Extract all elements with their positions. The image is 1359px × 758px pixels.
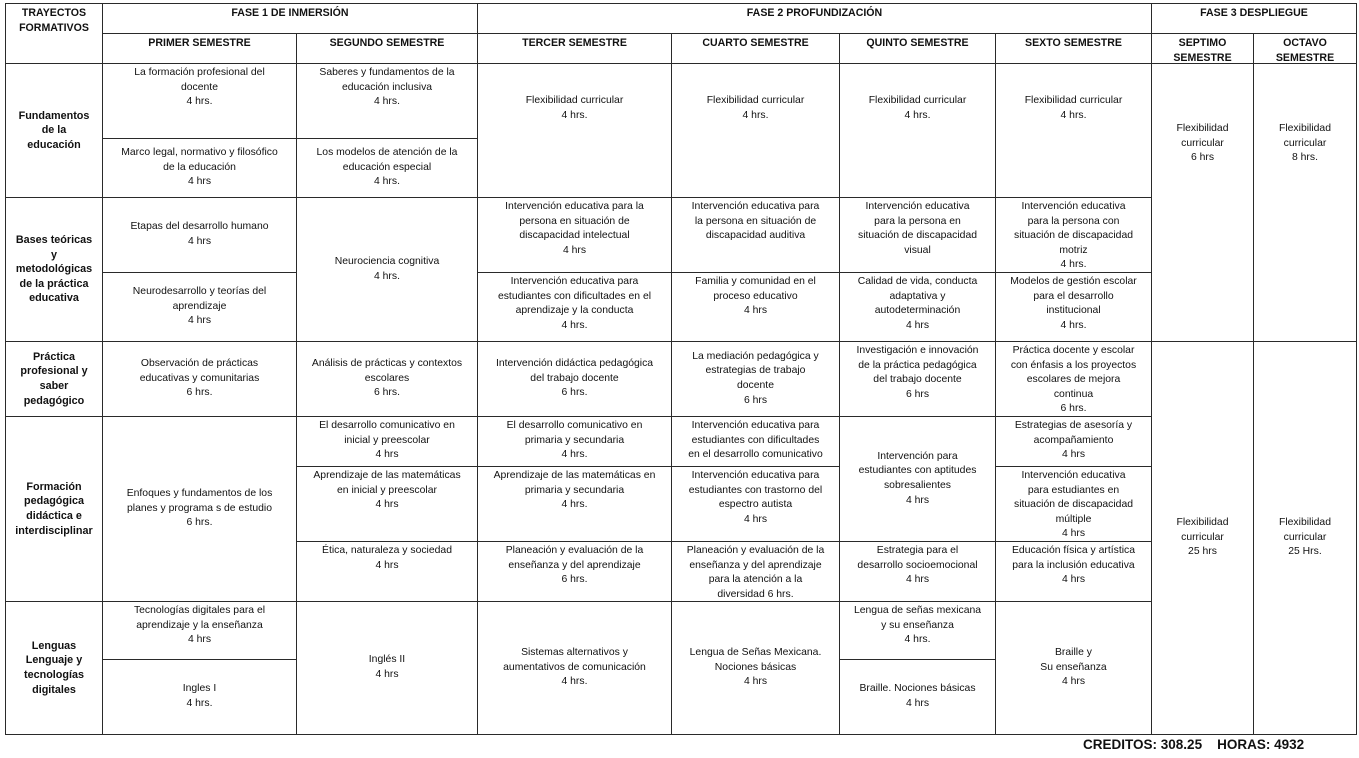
cell-text: FASE 2 PROFUNDIZACIÓN: [746, 7, 883, 19]
course-cell: [102, 272, 297, 342]
cell-text: Braille. Nociones básicas 4 hrs: [859, 683, 976, 709]
course-cell: [477, 466, 672, 542]
cell-text: Etapas del desarrollo humano 4 hrs: [130, 221, 269, 247]
course-cell: [671, 466, 840, 542]
course-cell: [839, 272, 996, 342]
header-semester-5: [839, 33, 996, 64]
course-cell: [102, 63, 297, 139]
course-cell: [839, 416, 996, 542]
credits-value: 308.25: [1160, 737, 1203, 752]
cell-text: Ingles I 4 hrs.: [182, 683, 217, 709]
cell-text: TERCER SEMESTRE: [522, 37, 627, 49]
cell-text: Planeación y evaluación de la enseñanza y del aprendizaje 6 hrs.: [505, 545, 644, 586]
header-fase-1: [102, 3, 478, 34]
cell-text: FASE 3 DESPLIEGUE: [1200, 7, 1308, 19]
course-cell: [671, 541, 840, 602]
course-cell: [995, 63, 1152, 198]
cell-text: SEXTO SEMESTRE: [1025, 37, 1122, 49]
hours-label: HORAS:: [1217, 737, 1271, 752]
header-fase-3: [1151, 3, 1357, 34]
course-cell: [296, 138, 478, 198]
cell-text: Intervención didáctica pedagógica del trabajo docente 6 hrs.: [495, 358, 654, 399]
cell-text: Flexibilidad curricular 4 hrs.: [525, 95, 624, 121]
cell-text: Planeación y evaluación de la enseñanza y del aprendizaje para la atención a la diversidad 6 hrs.: [686, 545, 825, 600]
cell-text: Intervención educativa para la persona en situación de discapacidad auditiva: [691, 201, 820, 242]
cell-text: Observación de prácticas educativas y comunitarias 6 hrs.: [139, 358, 260, 399]
header-semester-4: [671, 33, 840, 64]
course-cell: [477, 63, 672, 198]
course-cell: [102, 138, 297, 198]
course-cell: [839, 659, 996, 735]
course-cell: [477, 416, 672, 467]
course-cell: [839, 541, 996, 602]
cell-text: FASE 1 DE INMERSIÓN: [231, 7, 349, 19]
cell-text: Intervención educativa para la persona con situación de discapacidad motriz 4 hrs.: [1014, 201, 1133, 271]
row-fundamentos: [5, 63, 103, 198]
cell-text: Calidad de vida, conducta adaptativa y autodeterminación 4 hrs: [857, 276, 978, 331]
course-cell: [995, 601, 1152, 735]
course-cell: [296, 601, 478, 735]
course-cell: [1253, 341, 1357, 735]
cell-text: Análisis de prácticas y contextos escolares 6 hrs.: [311, 358, 463, 399]
course-cell: [671, 197, 840, 273]
cell-text: Aprendizaje de las matemáticas en inicial y preescolar 4 hrs: [313, 470, 461, 511]
cell-text: La mediación pedagógica y estrategias de trabajo docente 6 hrs: [692, 350, 819, 406]
header-semester-3: [477, 33, 672, 64]
course-cell: [296, 541, 478, 602]
row-practica-profesional: [5, 341, 103, 417]
course-cell: [477, 272, 672, 342]
course-cell: [671, 341, 840, 417]
cell-text: Investigación e innovación de la práctica pedagógica del trabajo docente 6 hrs: [856, 345, 979, 400]
course-cell: [671, 63, 840, 198]
course-cell: [477, 541, 672, 602]
course-cell: [102, 416, 297, 602]
cell-text: Flexibilidad curricular 4 hrs.: [1024, 95, 1123, 121]
totals-footer: [1083, 737, 1304, 752]
cell-text: Flexibilidad curricular 8 hrs.: [1279, 123, 1331, 164]
cell-text: Estrategias de asesoría y acompañamiento 4 hrs: [1014, 420, 1133, 461]
course-cell: [477, 341, 672, 417]
cell-text: SEGUNDO SEMESTRE: [329, 37, 445, 49]
cell-text: Lengua de Señas Mexicana. Nociones básicas 4 hrs: [689, 647, 822, 688]
cell-text: Educación física y artística para la inclusión educativa 4 hrs: [1011, 545, 1135, 586]
cell-text: Intervención educativa para la persona en situación de discapacidad intelectual 4 hrs: [505, 201, 644, 256]
row-lenguas: [5, 601, 103, 735]
course-cell: [995, 466, 1152, 542]
course-cell: [1151, 63, 1254, 342]
row-bases-teoricas: [5, 197, 103, 342]
course-cell: [102, 197, 297, 273]
cell-text: PRIMER SEMESTRE: [148, 37, 251, 49]
cell-text: Intervención para estudiantes con aptitudes sobresalientes 4 hrs: [858, 450, 977, 506]
course-cell: [995, 341, 1152, 417]
course-cell: [477, 601, 672, 735]
cell-text: Tecnologías digitales para el aprendizaje y la enseñanza 4 hrs: [133, 605, 266, 646]
course-cell: [671, 272, 840, 342]
cell-text: Estrategia para el desarrollo socioemocional 4 hrs: [857, 545, 978, 586]
cell-text: CUARTO SEMESTRE: [702, 37, 809, 49]
cell-text: Flexibilidad curricular 25 Hrs.: [1279, 517, 1331, 558]
cell-text: Formación pedagógica didáctica e interdisciplinar: [15, 480, 93, 537]
course-cell: [296, 63, 478, 139]
cell-text: Aprendizaje de las matemáticas en primaria y secundaria 4 hrs.: [493, 470, 656, 511]
course-cell: [839, 63, 996, 198]
cell-text: Lenguas Lenguaje y tecnologías digitales: [24, 639, 84, 696]
course-cell: [102, 341, 297, 417]
cell-text: Intervención educativa para la persona en situación de discapacidad visual: [858, 201, 977, 256]
cell-text: QUINTO SEMESTRE: [866, 37, 969, 49]
cell-text: Fundamentos de la educación: [18, 109, 90, 151]
header-semester-6: [995, 33, 1152, 64]
cell-text: Intervención educativa para estudiantes en situación de discapacidad múltiple 4 hrs: [1014, 470, 1133, 540]
cell-text: Modelos de gestión escolar para el desarrollo institucional 4 hrs.: [1010, 276, 1137, 331]
hours-value: 4932: [1274, 737, 1305, 752]
header-fase-2: [477, 3, 1152, 34]
course-cell: [839, 341, 996, 417]
cell-text: El desarrollo comunicativo en primaria y secundaria 4 hrs.: [506, 420, 643, 461]
cell-text: Intervención educativa para estudiantes con dificultades en el desarrollo comunicativo: [688, 420, 823, 461]
header-semester-8: [1253, 33, 1357, 64]
course-cell: [995, 197, 1152, 273]
cell-text: Saberes y fundamentos de la educación inclusiva 4 hrs.: [319, 67, 455, 108]
cell-text: Sistemas alternativos y aumentativos de comunicación 4 hrs.: [503, 647, 646, 688]
course-cell: [1253, 63, 1357, 342]
cell-text: Práctica profesional y saber pedagógico: [20, 350, 88, 407]
course-cell: [296, 466, 478, 542]
row-formacion-pedagogica: [5, 416, 103, 602]
cell-text: Familia y comunidad en el proceso educativo 4 hrs: [695, 276, 816, 317]
header-semester-1: [102, 33, 297, 64]
cell-text: Lengua de señas mexicana y su enseñanza 4 hrs.: [853, 605, 982, 646]
cell-text: Marco legal, normativo y filosófico de la educación 4 hrs: [121, 147, 278, 188]
course-cell: [477, 197, 672, 273]
cell-text: Braille y Su enseñanza 4 hrs: [1040, 647, 1107, 688]
header-semester-2: [296, 33, 478, 64]
course-cell: [671, 601, 840, 735]
header-trayectos: [5, 3, 103, 64]
credits-label: CREDITOS:: [1083, 737, 1158, 752]
course-cell: [995, 541, 1152, 602]
cell-text: Flexibilidad curricular 4 hrs.: [868, 95, 967, 121]
course-cell: [102, 601, 297, 660]
cell-text: TRAYECTOS FORMATIVOS: [19, 7, 89, 34]
course-cell: [1151, 341, 1254, 735]
course-cell: [995, 416, 1152, 467]
cell-text: Ética, naturaleza y sociedad 4 hrs: [322, 545, 452, 571]
header-semester-7: [1151, 33, 1254, 64]
course-cell: [296, 416, 478, 467]
cell-text: Flexibilidad curricular 4 hrs.: [706, 95, 805, 121]
course-cell: [839, 601, 996, 660]
cell-text: Flexibilidad curricular 6 hrs: [1176, 123, 1229, 164]
course-cell: [296, 197, 478, 342]
course-cell: [995, 272, 1152, 342]
cell-text: Intervención educativa para estudiantes con dificultades en el aprendizaje y la conducta 4 hrs.: [497, 276, 652, 331]
cell-text: Neurociencia cognitiva 4 hrs.: [334, 255, 440, 282]
cell-text: Flexibilidad curricular 25 hrs: [1176, 517, 1229, 558]
cell-text: El desarrollo comunicativo en inicial y preescolar 4 hrs: [319, 420, 455, 461]
course-cell: [839, 197, 996, 273]
cell-text: Intervención educativa para estudiantes con trastorno del espectro autista 4 hrs: [688, 470, 823, 525]
cell-text: Enfoques y fundamentos de los planes y programa s de estudio 6 hrs.: [126, 488, 273, 529]
cell-text: OCTAVO SEMESTRE: [1275, 37, 1335, 64]
course-cell: [671, 416, 840, 467]
cell-text: La formación profesional del docente 4 hrs.: [134, 67, 265, 108]
cell-text: Neurodesarrollo y teorías del aprendizaje 4 hrs: [132, 286, 267, 327]
cell-text: Los modelos de atención de la educación especial 4 hrs.: [316, 147, 458, 188]
course-cell: [102, 659, 297, 735]
course-cell: [296, 341, 478, 417]
cell-text: Bases teóricas y metodológicas de la práctica educativa: [15, 234, 93, 305]
cell-text: Inglés II 4 hrs: [368, 654, 406, 680]
cell-text: SEPTIMO SEMESTRE: [1173, 37, 1232, 64]
cell-text: Práctica docente y escolar con énfasis a los proyectos escolares de mejora continua 6 hrs.: [1010, 345, 1137, 415]
